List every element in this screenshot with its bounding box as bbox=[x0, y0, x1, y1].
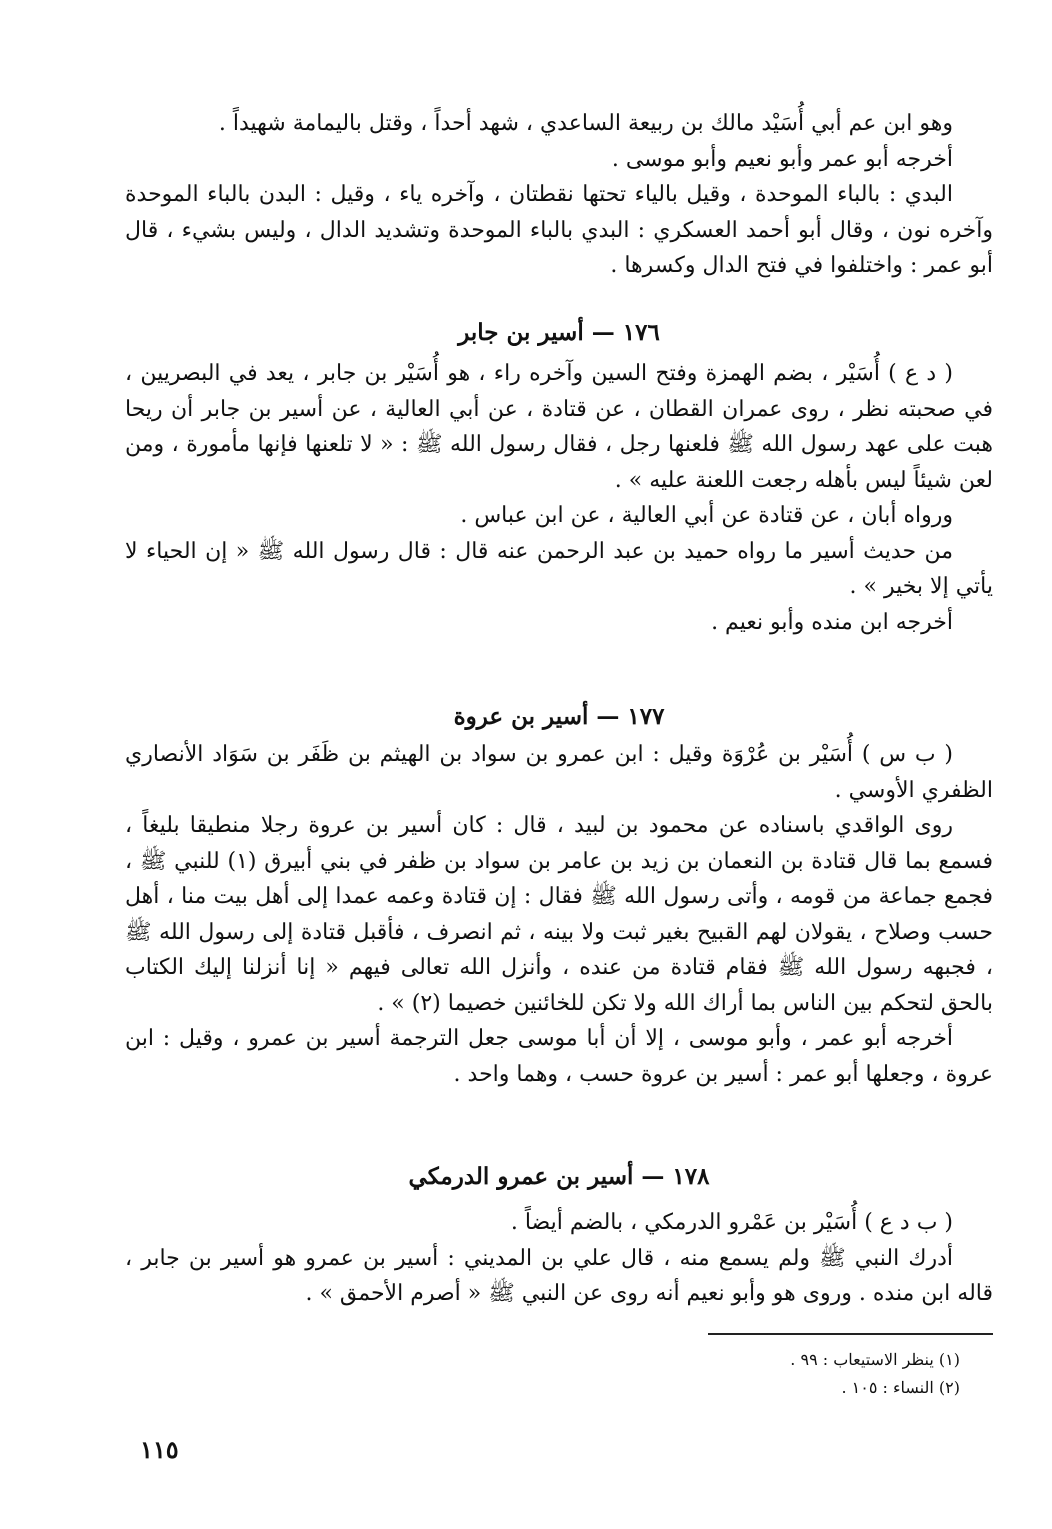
entry-178-paragraph-1: ( ب د ع ) أُسَيْر بن عَمْرو الدرمكي ، بالضم أيضاً . bbox=[510, 1210, 953, 1235]
intro-paragraph-2: أخرجه أبو عمر وأبو نعيم وأبو موسى . bbox=[611, 146, 953, 172]
page-number: ١١٥ bbox=[140, 1435, 179, 1464]
entry-176-paragraph-1: ( د ع ) أُسَيْر ، بضم الهمزة وفتح السين وآخره راء ، هو أُسَيْر بن جابر ، يعد في البصريين ، في صحبته نظر ، روى عمران القطان ، عن قتادة ، عن أبي العالية ، عن أسير بن جابر أن ريحا هبت على عهد رسول الله ﷺ فلعنها رجل ، فقال رسول الله ﷺ : « لا تلعنها فإنها مأمورة ، ومن لعن شيئاً ليس بأهله رجعت اللعنة عليه » . bbox=[125, 361, 993, 493]
entry-177-paragraph-1: ( ب س ) أُسَيْر بن عُرْوَة وقيل : ابن عمرو بن سواد بن الهيثم بن ظَفَر بن سَوَاد الأنصاري الظفري الأوسي . bbox=[125, 742, 993, 803]
intro-paragraph-1: وهو ابن عم أبي أُسَيْد مالك بن ربيعة الساعدي ، شهد أحداً ، وقتل باليمامة شهيداً . bbox=[218, 111, 953, 136]
entry-177-body bbox=[125, 737, 993, 1092]
entry-177-paragraph-3: أخرجه أبو عمر ، وأبو موسى ، إلا أن أبا موسى جعل الترجمة أسير بن عمرو ، وقيل : ابن عروة ، وجعلها أبو عمر : أسير بن عروة حسب ، وهما واحد . bbox=[125, 1026, 993, 1087]
entry-176-body bbox=[125, 356, 993, 640]
entry-177-heading: ١٧٧ — أسير بن عروة bbox=[453, 703, 665, 730]
entry-176-paragraph-3: من حديث أسير ما رواه حميد بن عبد الرحمن عنه قال : قال رسول الله ﷺ « إن الحياء لا يأتي إلا بخير » . bbox=[125, 538, 993, 599]
entry-178-paragraph-2: أدرك النبي ﷺ ولم يسمع منه ، قال علي بن المديني : أسير بن عمرو هو أسير بن جابر ، قاله ابن منده . وروى هو وأبو نعيم أنه روى عن النبي ﷺ « أصرم الأحمق » . bbox=[125, 1245, 993, 1306]
intro-paragraph-3: البدي : بالباء الموحدة ، وقيل بالياء تحتها نقطتان ، وآخره ياء ، وقيل : البدن بالباء الموحدة وآخره نون ، وقال أبو أحمد العسكري : البدي بالباء الموحدة وتشديد الدال ، وليس بشيء ، قال أبو عمر : واختلفوا في فتح الدال وكسرها . bbox=[125, 182, 993, 278]
entry-176-heading: ١٧٦ — أسير بن جابر bbox=[458, 319, 660, 346]
footnote-1: (١) ينظر الاستيعاب : ٩٩ . bbox=[790, 1350, 960, 1369]
entry-176-paragraph-2: ورواه أبان ، عن قتادة عن أبي العالية ، عن ابن عباس . bbox=[460, 503, 953, 528]
entry-177-paragraph-2: روى الواقدي باسناده عن محمود بن لبيد ، قال : كان أسير بن عروة رجلا منطيقا بليغاً ، فسمع بما قال قتادة بن النعمان بن زيد بن عامر بن سواد بن ظفر في بني أبيرق (١) للنبي ﷺ ، فجمع جماعة من قومه ، وأتى رسول الله ﷺ فقال : إن قتادة وعمه عمدا إلى أهل بيت منا ، أهل حسب وصلاح ، يقولان لهم القبيح بغير ثبت ولا بينه ، ثم انصرف ، فأقبل قتادة إلى رسول الله ﷺ ، فجبهه رسول الله ﷺ فقام قتادة من عنده ، وأنزل الله تعالى فيهم « إنا أنزلنا إليك الكتاب بالحق لتحكم بين الناس بما أراك الله ولا تكن للخائنين خصيما (٢) » . bbox=[125, 813, 993, 1016]
entry-178-body bbox=[125, 1205, 993, 1312]
footnote-2: (٢) النساء : ١٠٥ . bbox=[841, 1378, 960, 1397]
entry-176-paragraph-4: أخرجه ابن منده وأبو نعيم . bbox=[711, 609, 953, 635]
footnote-divider bbox=[708, 1333, 993, 1335]
footnotes bbox=[600, 1346, 960, 1402]
entry-178-heading: ١٧٨ — أسير بن عمرو الدرمكي bbox=[408, 1163, 710, 1190]
intro-section bbox=[125, 106, 993, 284]
